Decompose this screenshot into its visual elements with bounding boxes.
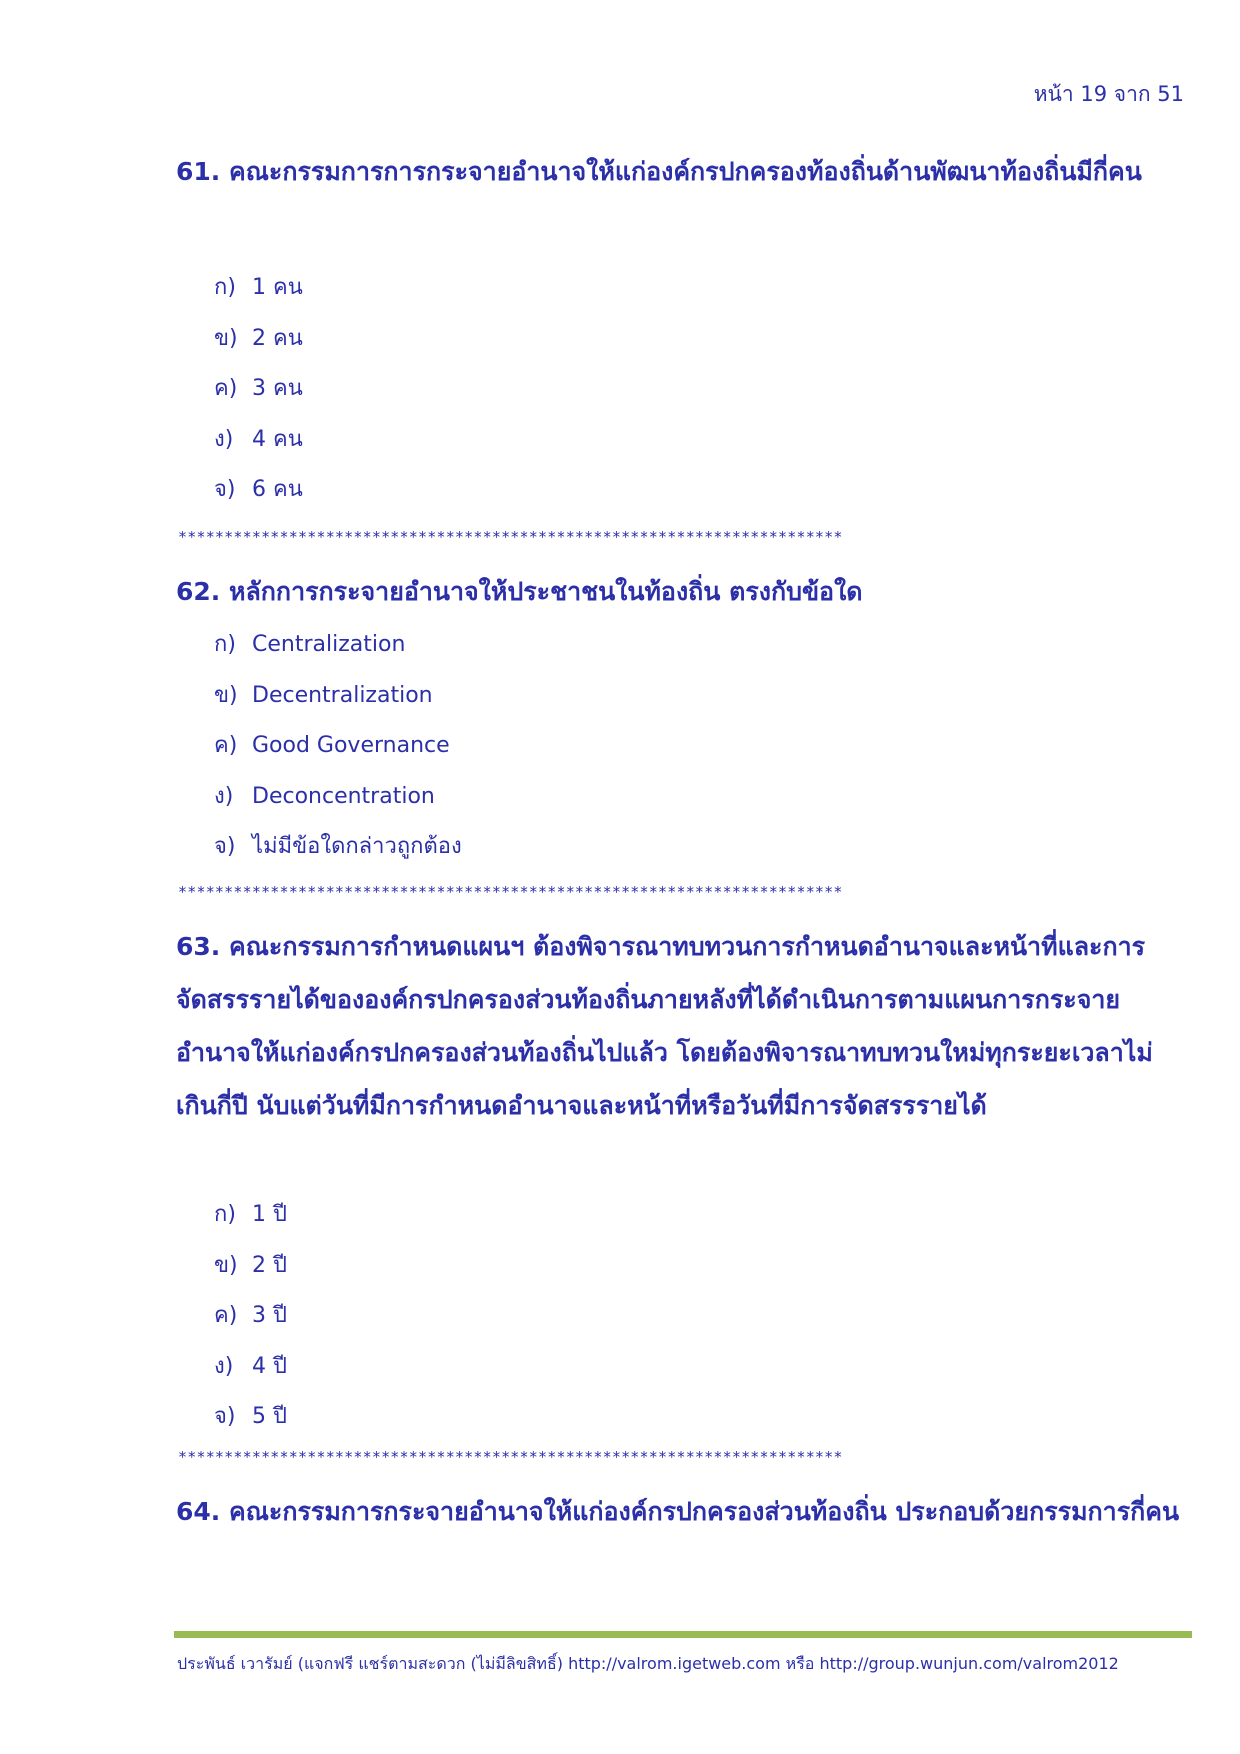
separator: ************************************************************************: [178, 883, 843, 901]
option: ค) Good Governance: [214, 733, 450, 758]
separator: ************************************************************************: [178, 1448, 843, 1466]
option: ข) 2 ปี: [214, 1252, 287, 1278]
option: ก) Centralization: [214, 632, 406, 657]
question-63: 63. คณะกรรมการกำหนดแผนฯ ต้องพิจารณาทบทวนการกำหนดอำนาจและหน้าที่และการจัดสรรรายได้ขององค์กรปกครองส่วนท้องถิ่นภายหลังที่ได้ดำเนินการตามแผนการกระจายอำนาจให้แก่องค์กรปกครองส่วนท้องถิ่นไปแล้ว โดยต้องพิจารณาทบทวนใหม่ทุกระยะเวลาไม่เกินกี่ปี นับแต่วันที่มีการกำหนดอำนาจและหน้าที่หรือวันที่มีการจัดสรรรายได้: [176, 932, 1153, 1120]
option: ข) Decentralization: [214, 682, 433, 708]
option: ข) 2 คน: [214, 325, 303, 351]
question-64: 64. คณะกรรมการกระจายอำนาจให้แก่องค์กรปกครองส่วนท้องถิ่น ประกอบด้วยกรรมการกี่คน: [176, 1497, 1180, 1526]
options-63: [214, 1190, 1114, 1443]
page-number: หน้า 19 จาก 51: [1033, 82, 1184, 106]
option: จ) 5 ปี: [214, 1404, 287, 1429]
option: ก) 1 ปี: [214, 1202, 287, 1227]
option: ค) 3 ปี: [214, 1303, 287, 1328]
question-61: 61. คณะกรรมการการกระจายอำนาจให้แก่องค์กรปกครองท้องถิ่นด้านพัฒนาท้องถิ่นมีกี่คน: [176, 157, 1142, 186]
option: จ) ไม่มีข้อใดกล่าวถูกต้อง: [214, 834, 462, 859]
footer-credit: ประพันธ์ เวารัมย์ (แจกฟรี แชร์ตามสะดวก (ไม่มีลิขสิทธิ์) http://valrom.igetweb.com หรือ http://group.wunjun.com/valrom2012: [177, 1654, 1119, 1673]
option: จ) 6 คน: [214, 477, 303, 502]
option: ง) 4 ปี: [214, 1353, 287, 1379]
footer-divider: [174, 1631, 1192, 1638]
options-62: [214, 620, 1114, 873]
option: ค) 3 คน: [214, 376, 303, 401]
option: ง) 4 คน: [214, 426, 303, 452]
option: ก) 1 คน: [214, 275, 303, 300]
options-61: [214, 263, 1114, 516]
question-62: 62. หลักการกระจายอำนาจให้ประชาชนในท้องถิ่น ตรงกับข้อใด: [176, 577, 863, 606]
separator: ************************************************************************: [178, 528, 843, 546]
option: ง) Deconcentration: [214, 783, 435, 809]
